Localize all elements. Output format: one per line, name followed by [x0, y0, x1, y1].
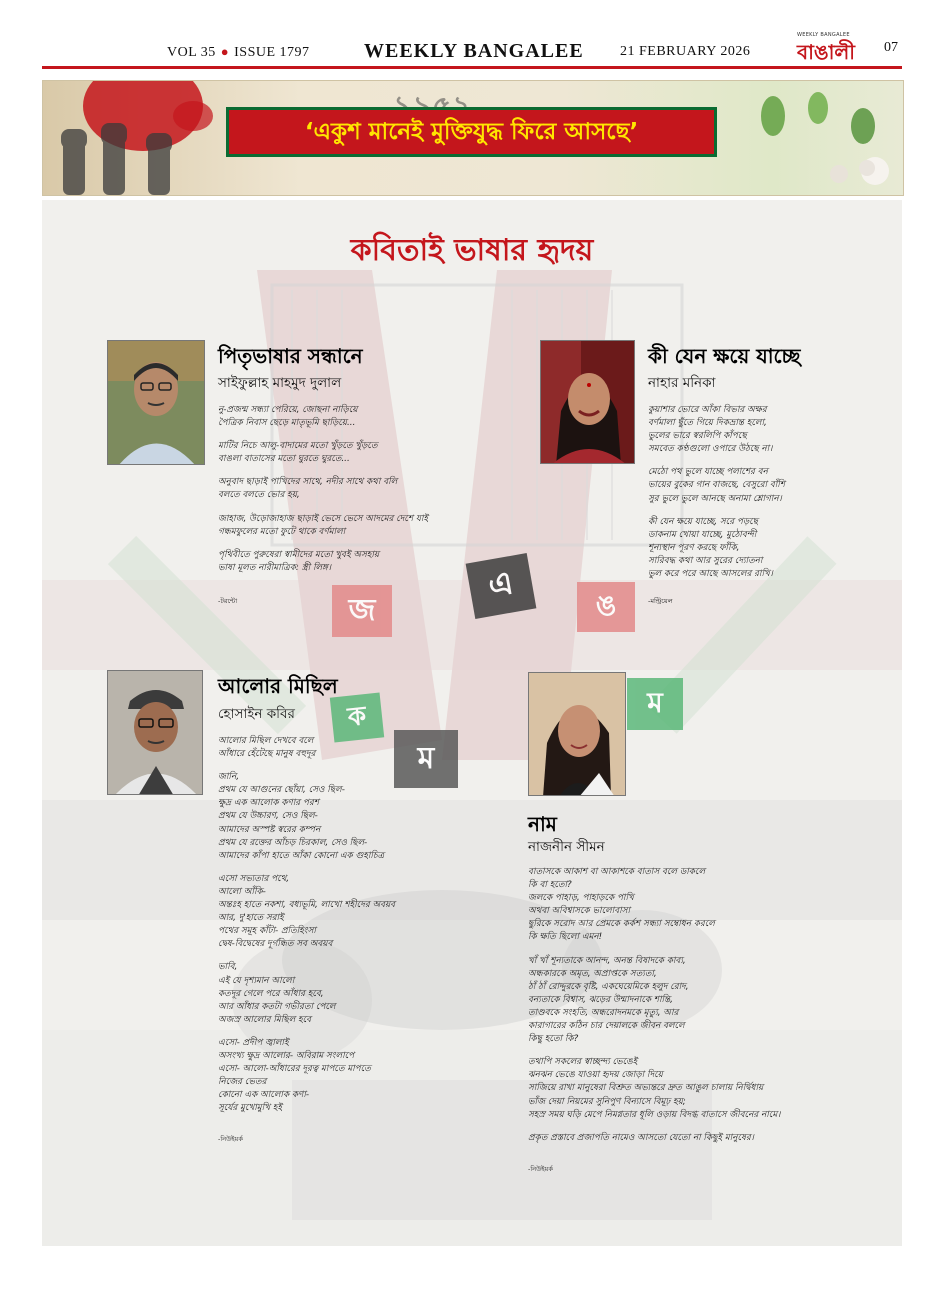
author-photo-2 [540, 340, 635, 464]
poem-line: সুর ভুলে ভুলে আনছে অনামা শ্লোগান। [648, 493, 782, 504]
poem-line: ভুলের ভারে স্বরলিপি কাঁপছে [648, 431, 747, 442]
poem-line: ভায়ের বুকের গান বাজছে, বেসুরো বাঁশি [648, 480, 785, 491]
poem-place: -মন্ট্রিয়েল [648, 597, 673, 605]
poem-title: আলোর মিছিল [218, 674, 338, 698]
poem-line: আর আঁধার কতটা গভীরতা পেলে [218, 1001, 336, 1012]
poem-line: জলকে পাহাড়, পাহাড়কে পাখি [528, 893, 634, 904]
author-photo-3 [107, 670, 203, 795]
poem-line [218, 1027, 395, 1037]
author-photo-1 [107, 340, 205, 465]
newspaper-logo [797, 32, 871, 66]
poem-body [218, 404, 428, 575]
poem-line: অন্ধকারকে অমৃত, অপ্রাপ্তকে সত্যতা, [528, 968, 657, 979]
poem-title: পিতৃভাষার সন্ধানে [218, 344, 363, 368]
poem-line: সারিবদ্ধ কথা আর সুরের দ্যোতনা [648, 555, 763, 566]
poem-line [218, 430, 428, 440]
poem-line: ভাবি, [218, 962, 238, 973]
poem-line: বাতাসকে আকাশ বা আকাশকে বাতাস বলে ডাকলে [528, 867, 706, 877]
poem-line: শূন্যস্থান পূরণ করছে ফাঁকি, [648, 542, 740, 553]
poem-line [528, 1122, 780, 1132]
poem-line: প্রথম যে উচ্চারণ, সেও ছিল- [218, 811, 318, 822]
poem-line: এই যে দৃশ্যমান আলো [218, 975, 295, 986]
poem-line [218, 951, 395, 961]
poem-line: জানি, [218, 772, 239, 783]
logo-tagline: WEEKLY BANGALEE [797, 32, 850, 38]
poem-line: কি ক্ষতি ছিলো এমন! [528, 932, 603, 943]
issue-date: 21 FEBRUARY 2026 [620, 44, 751, 59]
poem-line: প্রকৃত প্রস্তাবে প্রজাপতি নামেও আসতো যেতো না কিছুই মানুষের। [528, 1132, 754, 1143]
poem-line: জাহাজ, উড়োজাহাজ ছাড়াই ভেসে ভেসে আদমের দেশে যাই [218, 513, 429, 524]
poem-place: -নিউইয়র্ক [528, 1165, 553, 1173]
poem-line [648, 506, 785, 516]
poem-line [218, 863, 395, 873]
poem-line: সূর্যের মুখোমুখি হই [218, 1103, 282, 1114]
poem-author: সাইফুল্লাহ মাহমুদ দুলাল [218, 375, 342, 391]
poem-line: আমাদের অস্পষ্ট স্বরের কম্পন [218, 824, 321, 835]
poem-line: অথবা অবিশ্বাসকে ভালোবাসা [528, 906, 631, 917]
poem-line [528, 945, 780, 955]
letter-tile-ka: ক [330, 693, 384, 743]
poem-line: কি বা হতো? [528, 880, 572, 891]
poem-line: আলোর মিছিল দেখবে বলে [218, 736, 314, 746]
poem-body [648, 404, 785, 581]
portrait-icon [108, 671, 203, 795]
poem-line [528, 1046, 780, 1056]
poem-line: কারাগারের কঠিন চার দেয়ালকে জীবন বললে [528, 1021, 685, 1032]
poem-line: পথের সমূহ কাঁটা- প্রতিহিংসা [218, 926, 316, 937]
poem-line: প্রথম যে আগুনের ছোঁয়া, সেও ছিল- [218, 785, 345, 796]
poem-line: ছুরিকে সরোদ আর প্রেমকে কর্কশ সন্ধ্যা সম্বোধন করলে [528, 919, 715, 930]
poem-author: নাজনীন সীমন [528, 839, 605, 855]
poem-title: কী যেন ক্ষয়ে যাচ্ছে [648, 344, 801, 368]
masthead [42, 32, 902, 68]
volume-issue [167, 44, 310, 61]
letter-tile-ma: ম [394, 730, 458, 788]
poem-line: খাঁ খাঁ শূন্যতাকে আনন্দ, অনন্ত বিষাদকে কাব্য, [528, 955, 686, 966]
portrait-icon [108, 341, 205, 465]
poem-line [648, 456, 785, 466]
poem-line: কুয়াশার ভোরে আঁকা বিভার অক্ষর [648, 405, 767, 415]
raised-fists-graphic [53, 111, 213, 195]
poem-line: মেঠো পথ ভুলে যাচ্ছে পলাশের বন [648, 467, 768, 478]
poem-line: আমাদের কাঁপা হাতে আঁকা কোনো এক গুহাচিত্র [218, 850, 385, 861]
poem-body [528, 866, 780, 1145]
letter-tile-ja: জ [332, 585, 392, 637]
poem-place: -টরন্টো [218, 597, 238, 605]
poem-line: কোনো এক আলোক কণা- [218, 1090, 310, 1101]
poem-line: সহস্র সময় ঘড়ি মেপে নিমগ্নতার ধূলি ওড়ায় বিদগ্ধ বাতাসে জীবনের নামে। [528, 1109, 781, 1120]
poem-line: কিছু হতো কি? [528, 1034, 579, 1045]
poem-line: তাণ্ডবকে সংহতি, অন্ধরোদনমকে মৃত্যু, আর [528, 1007, 679, 1018]
letter-tile-nga: ঙ [577, 582, 635, 632]
poem-line [218, 539, 428, 549]
slogan-box [226, 107, 717, 157]
poem-line: কী যেন ক্ষয়ে যাচ্ছে, সরে পড়ছে [648, 516, 758, 527]
volume-label: VOL 35 [167, 45, 216, 60]
poem-author: নাহার মনিকা [648, 375, 716, 391]
poem-line: মাটির নিচে আলু-বাদামের মতো খুঁড়তে খুঁড়তে [218, 441, 378, 452]
poem-line: ভাঁজ দেয়া নিয়মের সুনিপুণ বিন্যাসে বিমূঢ় হয়; [528, 1096, 686, 1107]
poem-line: বর্ণমালা ছুঁতে গিয়ে দিকভ্রান্ত হলো, [648, 418, 767, 429]
poem-line [218, 503, 428, 513]
poem-line: অন্তঃহ হাতে নকশা, বধ্যভূমি, লাখো শহীদের অবয়ব [218, 900, 396, 911]
poem-line: এসো সভ্যতার পথে, [218, 873, 290, 884]
poem-line: নু-প্রজন্ম সন্ধ্যা পেরিয়ে, জোছনা নাড়িয়ে [218, 405, 358, 415]
portrait-icon [529, 673, 626, 796]
poem-line: অজস্র আলোর মিছিল হবে [218, 1014, 311, 1025]
header-rule [42, 66, 902, 69]
poem-line: সাজিয়ে রাখা মানুষেরা বিশ্রুত অভ্যন্তরে দ্রুত আঙুল চালায় নির্দ্বিধায় [528, 1083, 764, 1094]
poem-line: তথাপি সকলের স্বাচ্ছন্দ্য ভেঙেই [528, 1057, 638, 1068]
poem-line: ঝনঝন ভেঙে যাওয়া হৃদয় জোড়া দিয়ে [528, 1070, 663, 1081]
bullet-icon: ● [220, 44, 230, 59]
publication-title: WEEKLY BANGALEE [364, 40, 584, 62]
poem-title: নাম [528, 812, 557, 836]
poem-line: বন্যতাকে বিশ্বাস, ঝড়ের উন্মাদনাকে শান্তি, [528, 994, 673, 1005]
poem-line: গন্ধমফুলের মতো ফুটে থাকে বর্ণমালা [218, 526, 346, 537]
poem-line: আঁধারে হেঁটেছে মানুষ বহুদূর [218, 749, 316, 760]
author-photo-4 [528, 672, 626, 796]
poem-line: ভুল করে পরে আছে আসলের রাখি। [648, 569, 773, 580]
poem-line: দ্বেষ-বিদ্বেষের দূর্গন্ধিত সব অবয়ব [218, 939, 333, 950]
poem-line: অনুবাদ ছাড়াই পাখিদের সাথে, নদীর সাথে কথা বলি [218, 477, 398, 488]
poem-line: প্রথম যে রক্তের আঁচড় চিরকাল, সেও ছিল- [218, 837, 368, 848]
leaves-and-lotus-graphic [743, 86, 903, 191]
poem-line: পৃথিবীতে পুরুষেরা স্বামীদের মতো খুবই অসহায় [218, 549, 380, 560]
poem-line: ঠাঁ ঠাঁ রোদ্দুরকে বৃষ্টি, একঘেয়েমিকে হলুদ রোদ, [528, 981, 689, 992]
portrait-icon [541, 341, 635, 464]
banner-slogan: ‘একুশ মানেই মুক্তিযুদ্ধ ফিরে আসছে’ [304, 118, 639, 145]
poem-line: সমবেত কণ্ঠগুলো ওপারে উঠছে না। [648, 444, 773, 455]
poem-line: ডাকনাম খোয়া যাচ্ছে, মুঠোবন্দী [648, 529, 757, 540]
poem-author: হোসাইন কবির [218, 706, 295, 722]
poem-line: নিজের ভেতর [218, 1077, 267, 1088]
poem-line [218, 466, 428, 476]
page-heading: কবিতাই ভাষার হৃদয় [350, 233, 594, 268]
poem-place: -নিউইয়র্ক [218, 1135, 243, 1143]
poem-line: আর, দু'হাতে সরাই [218, 913, 284, 924]
poem-body [218, 735, 395, 1115]
poem-line: এসো- প্রদীপ জ্বালাই [218, 1037, 289, 1048]
ekushe-banner [42, 80, 904, 196]
poem-line: এসো- আলো-আঁধারের দূরত্ব মাপতে মাপতে [218, 1064, 371, 1075]
poem-line: ক্ষুদ্র এক আলোক কণার পরশ [218, 798, 319, 809]
poem-line [218, 761, 395, 771]
poem-line: ভাষা মূলত নারীমাত্রিক: স্ত্রী লিঙ্গ। [218, 562, 332, 573]
poem-line: অসংখ্য ক্ষুদ্র আলোর- অবিরাম সংলাপে [218, 1050, 355, 1061]
poem-line: বাঙলা বাতাসের মতো ঘুরতে ঘুরতে... [218, 454, 350, 465]
poem-line: কতদূর গেলে পরে আঁধার হবে, [218, 988, 324, 999]
poem-line: পৈত্রিক নিবাস ছেড়ে মাতৃভূমি ছাড়িয়ে... [218, 418, 356, 429]
poem-line: বলতে বলতে ভোর হয়, [218, 490, 300, 501]
poem-line: আলো আঁকি- [218, 886, 266, 897]
logo-text: বাঙালী [797, 40, 856, 64]
page-number: 07 [884, 40, 898, 55]
issue-label: ISSUE 1797 [234, 45, 310, 60]
letter-tile-e: এ [466, 553, 537, 619]
letter-tile-ma-2: ম [627, 678, 683, 730]
